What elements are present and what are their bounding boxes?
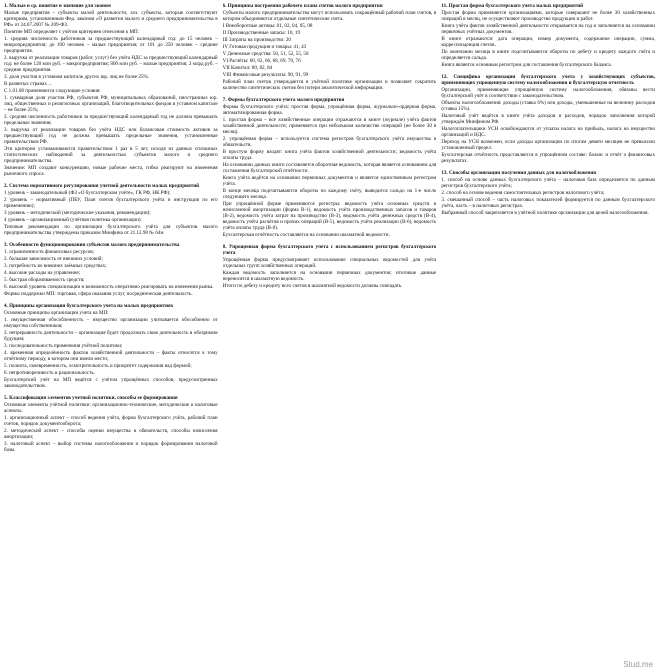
section-title: 11. Простая форма бухгалтерского учета малых предприятий — [441, 3, 584, 9]
section — [4, 242, 218, 297]
section — [441, 3, 655, 68]
section-paragraph: Переход на УСН возможен, если доходы организации по итогам девяти месяцев не превысили установленный предел. — [441, 139, 655, 151]
section-paragraph: Бухгалтерская отчётность составляется на основании шахматной ведомости. — [222, 232, 390, 238]
section-paragraph: 2. большая зависимость от внешних условий; — [4, 256, 103, 262]
section-paragraph: На основании данных книги составляется оборотная ведомость, которая является основанием для составления бухгалтерской отчётности. — [222, 162, 437, 174]
section-paragraph: Книга является основным регистром для составления бухгалтерского баланса. — [441, 62, 612, 68]
section-paragraph: Малые предприятия – субъекты малой деятельности, хоз. субъекты, которые соответствуют критериям, установленным Фед. законом «О развитии малого и среднего предпринимательства в РФ» от 24.07.2007 № 209-ФЗ. — [4, 10, 218, 28]
section-paragraph: Субъекты малого предпринимательства могут использовать сокращённый рабочий план счетов, в котором объединяются отдельные синтетические счета. — [222, 10, 437, 22]
section-paragraph: Каждая ведомость заполняется на основании первичных документов; итоговые данные переносятся в шахматную ведомость. — [222, 270, 437, 282]
section — [223, 97, 437, 238]
section-paragraph: Организации, применяющие упрощённую систему налогообложения, обязаны вести бухгалтерский учёт в соответствии с законодательством. — [441, 87, 655, 99]
section-paragraph: Формы поддержки МП: торговая, сфера оказания услуг, посредническая деятельность. — [4, 291, 193, 297]
section — [441, 170, 655, 216]
section-paragraph: 5. быстрая оборачиваемость средств; — [4, 277, 85, 283]
section-title: 7. Формы бухгалтерского учета малого предприятия — [222, 97, 345, 103]
section-paragraph: 2. способ на основе ведения самостоятельных регистров налогового учёта; — [441, 190, 605, 196]
section-paragraph: VIII Финансовые результаты: 90, 91, 99 — [222, 72, 309, 78]
section-paragraph: 3. смешанный способ – часть налоговых показателей формируется по данным бухгалтерского учёта, часть – в налоговых регистрах. — [441, 197, 655, 209]
section-paragraph: Понятие МП определяет с учётом критериев отнесения к МП: — [4, 29, 140, 35]
section-title: 13. Способы организации получения данных для налогообложения — [441, 170, 597, 176]
section-paragraph: 1. способ на основе данных бухгалтерского учёта – налоговая база определяется по данным регистров бухгалтерского учёта; — [441, 177, 655, 189]
section — [223, 244, 437, 289]
column-middle — [223, 3, 437, 669]
section-paragraph: V Денежные средства: 50, 51, 52, 55, 58 — [222, 51, 309, 57]
section-paragraph: 1. организационный аспект – способ ведения учёта, форма бухгалтерского учёта, рабочий план счетов, порядок документооборота; — [4, 415, 218, 427]
section — [4, 395, 218, 453]
section-paragraph: 6. непротиворечивость и рациональность. — [4, 370, 95, 376]
section-paragraph: 5. полнота, своевременность, осмотрительность и приоритет содержания над формой; — [4, 363, 192, 369]
section-paragraph: По окончании месяца в книге подсчитываются обороты по дебету и кредиту каждого счёта и определяется сальдо. — [441, 49, 655, 61]
section-paragraph: Эти критерии устанавливаются правительством 1 раз в 5 лет, исходя из данных сплошных статистических наблюдений за деятельностью субъектов малого и среднего предпринимательства. — [4, 146, 218, 164]
section-paragraph: Основные принципы организации учета на МП: — [4, 310, 109, 316]
section-paragraph: Налоговый учёт ведётся в книге учёта доходов и расходов, порядок заполнения которой утверждён Минфином РФ. — [441, 113, 655, 125]
section-paragraph: 2. упрощённая форма – используется система регистров бухгалтерского учёта имущества и обязательств. — [222, 136, 437, 148]
section-paragraph: IV Готовая продукция и товары: 41, 43 — [222, 44, 307, 50]
watermark-text: Stud.me — [623, 660, 653, 669]
section-paragraph: 1. суммарная доля участия РФ, субъектов РФ, муниципальных образований, иностранных юр. лиц, общественных и религиозных организаций, благотворительных фондов в уставном капитале – не более 25%; — [4, 95, 218, 113]
section-paragraph: 1. средняя численность работников за предшествующий календарный год: до 15 человек – микропредприятия; до 100 человек – малые предприятия; от 101 до 250 человек – средние предприятия. — [4, 36, 218, 54]
section-title: 12. Специфика организации бухгалтерского учета у хозяйствующих субъектов, применяющих упрощенную систему налогообложения и бухгалтерскую отчетность — [441, 74, 655, 86]
section-paragraph: Упрощённая форма предусматривает использование специальных ведомостей для учёта отдельных групп хозяйственных операций. — [222, 257, 437, 269]
section-title: 5. Классификация элементов учетной политики, способы ее формирования — [4, 395, 178, 401]
section-paragraph: Итоги по дебету и кредиту всех счетов в шахматной ведомости должны совпадать. — [222, 283, 403, 289]
section-paragraph: I Внеоборотные активы: 01, 02, 04, 05, 08 — [222, 23, 313, 29]
section-paragraph: VI Расчёты: 60, 62, 66, 68, 69, 70, 76 — [222, 58, 301, 64]
section-paragraph: 4. временная определённость фактов хозяйственной деятельности – факты относятся к тому отчётному периоду, в котором они имели место; — [4, 350, 218, 362]
section-title: 1. Малые и ср. понятие и значение для эконом — [4, 3, 111, 9]
section-paragraph: 4 уровень – организационный (учётная политика организации). — [4, 217, 142, 223]
section-paragraph: 1 уровень – законодательный (ФЗ «О бухгалтерском учёте», ГК РФ, НК РФ); — [4, 190, 171, 196]
section-paragraph: II Производственные запасы: 10, 19 — [222, 30, 301, 36]
section-paragraph: Бухгалтерский учёт на МП ведётся с учётом упрощённых способов, предусмотренных законодательством. — [4, 377, 218, 389]
section-paragraph: С 1.01.08 применяются следующие условия: — [4, 88, 101, 94]
section-paragraph: В простую форму входят: книга учёта фактов хозяйственной деятельности; ведомость учёта оплаты труда. — [222, 149, 437, 161]
section-paragraph: Книга учёта фактов хозяйственной деятельности открывается на год и заполняется на основании первичных учётных документов. — [441, 23, 655, 35]
section-paragraph: Значение: МП создают конкуренцию, новые рабочие места, гибко реагируют на изменения рыночного спроса. — [4, 165, 218, 177]
section-paragraph: Основные элементы учётной политики: организационно-технические, методические и налоговые аспекты. — [4, 402, 218, 414]
column-right — [441, 3, 655, 669]
section-paragraph: Бухгалтерская отчётность представляется в упрощённом составе: баланс и отчёт о финансовых результатах. — [441, 152, 655, 164]
section-title: 8. Упрощенная форма бухгалтерского учета с использованием регистров бухгалтерского учета — [222, 244, 437, 256]
section-title: 4. Принципы организации бухгалтерского учета на малых предприятиях — [4, 303, 174, 309]
section-paragraph: 3. последовательность применения учётной политики; — [4, 343, 123, 349]
section — [4, 183, 218, 236]
column-left — [4, 3, 218, 669]
section-paragraph: 3. потребность во внешних заёмных средствах; — [4, 263, 107, 269]
section-paragraph: 2. непрерывность деятельности – организация будет продолжать свою деятельность в обозримом будущем; — [4, 330, 218, 342]
section-paragraph: 6. высокий уровень специализации и возможность оперативно реагировать на изменения рынка. — [4, 284, 214, 290]
section-title: 6. Принципы построения рабочего плана счетов малого предприятия — [222, 3, 383, 9]
section-paragraph: 4. высокие расходы на управление; — [4, 270, 81, 276]
section — [223, 3, 437, 91]
section — [4, 303, 218, 389]
section — [441, 74, 655, 164]
section-paragraph: Выбранный способ закрепляется в учётной политике организации для целей налогообложения. — [441, 210, 649, 216]
section-paragraph: III Затраты на производство: 20 — [222, 37, 291, 43]
section-paragraph: 3. выручка от реализации товаров без учёта НДС или балансовая стоимость активов за предшествующий год не должна превышать предельные значения, установленные правительством РФ. — [4, 127, 218, 145]
section-paragraph: Типовые рекомендации по организации бухгалтерского учёта для субъектов малого предпринимательства утверждены приказом Минфина от 21.12.98 № 64н. — [4, 224, 218, 236]
section-paragraph: Простая форма применяется организациями, которые совершают не более 30 хозяйственных операций в месяц, не осуществляют производство продукции и работ. — [441, 10, 655, 22]
section-paragraph: Налогоплательщики УСН освобождаются от уплаты налога на прибыль, налога на имущество организаций и НДС. — [441, 126, 655, 138]
section-paragraph: 3. доля участия в уставном капитале других юр. лиц не более 25%. — [4, 74, 150, 80]
section-paragraph: VII Капитал: 80, 82, 84 — [222, 65, 273, 71]
section-paragraph: При упрощённой форме применяются регистры: ведомость учёта основных средств и начисленной амортизации (форма В-1), ведомость учёта производственных запасов и товаров (В-2), ведомость учёта затрат на производство (В-3), ведомость учёта денежных средств (В-4), ведомость учёта расчётов и прочих операций (В-5), ведомость учёта реализации (В-6), ведомость учёта оплаты труда (В-8). — [222, 201, 437, 231]
section-paragraph: 1. простая форма – все хозяйственные операции отражаются в книге (журнале) учёта фактов хозяйственной деятельности; применяется при небольшом количестве операций (не более 30 в месяц). — [222, 117, 437, 135]
section-paragraph: Объекты налогообложения: доходы (ставка 6%) или доходы, уменьшенные на величину расходов (ставка 15%). — [441, 100, 655, 112]
section-paragraph: В развитых странах ... — [4, 81, 53, 87]
section-paragraph: Формы бухгалтерского учёта: простая форма, упрощённая форма, журнально-ордерная форма, автоматизированная форма. — [222, 104, 437, 116]
section-paragraph: 2. методический аспект – способы оценки имущества и обязательств, способы начисления амортизации; — [4, 428, 218, 440]
section-paragraph: 2 уровень – нормативный (ПБУ, План счетов бухгалтерского учёта и инструкция по его применению); — [4, 197, 218, 209]
section — [4, 3, 218, 177]
section-paragraph: 3. налоговый аспект – выбор системы налогообложения и порядок формирования налоговой базы. — [4, 441, 218, 453]
section-paragraph: Книга учёта ведётся на основании первичных документов и является единственным регистром учёта. — [222, 175, 437, 187]
section-paragraph: 1. ограниченность финансовых ресурсов; — [4, 249, 95, 255]
section-paragraph: 2. выручка от реализации товаров (работ, услуг) без учёта НДС за предшествующий календарный год: не более 120 млн руб. – микропредприятия; 800 млн руб. – малые предприятия; 2 млрд руб. – средние предприятия. — [4, 55, 218, 73]
section-paragraph: Рабочий план счетов утверждается в учётной политике организации и позволяет сократить количество синтетических счетов без потери аналитической информации. — [222, 79, 437, 91]
section-paragraph: 1. имущественная обособленность – имущество организации учитывается обособленно от имущества собственников; — [4, 317, 218, 329]
section-title: 2. Система нормативного регулирования учетной деятельности малых предприятий — [4, 183, 200, 189]
section-paragraph: 2. средняя численность работников за предшествующий календарный год не должна превышать предельные значения; — [4, 114, 218, 126]
section-paragraph: В книге отражаются: дата операции, номер документа, содержание операции, сумма, корреспонденция счетов. — [441, 36, 655, 48]
section-paragraph: В конце месяца подсчитываются обороты по каждому счёту, выводится сальдо на 1-е число следующего месяца. — [222, 188, 437, 200]
section-title: 3. Особенности функционирования субъектов малого предпринимательства — [4, 242, 180, 248]
section-paragraph: 3 уровень – методический (методические указания, рекомендации); — [4, 210, 151, 216]
